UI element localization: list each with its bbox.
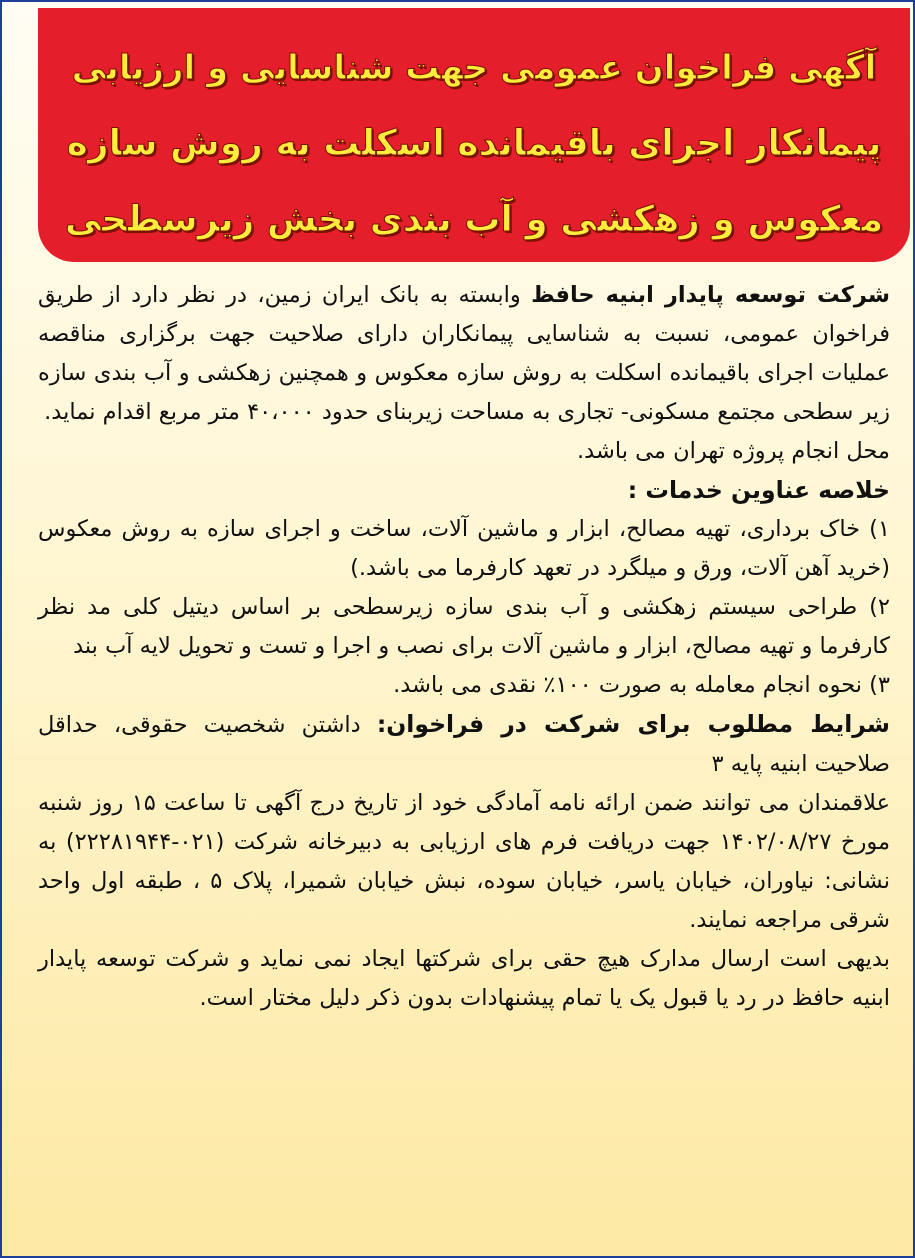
headline-banner (38, 8, 910, 262)
project-location: محل انجام پروژه تهران می باشد. (577, 438, 890, 464)
company-name: شرکت توسعه پایدار ابنیه حافظ (531, 282, 891, 308)
intro-text: وابسته به بانک ایران زمین، در نظر دارد از طریق فراخوان عمومی، نسبت به شناسایی پیمانکاران دارای صلاحیت جهت برگزاری مناقصه عملیات اجرای باقیمانده اسکلت به روش سازه معکوس و همچنین زهکشی و آب بندی سازه زیر سطحی مجتمع مسکونی- تجاری به مساحت زیربنای حدود ۴۰،۰۰۰ متر مربع اقدام نماید. (38, 282, 890, 425)
headline-line-2: پیمانکار اجرای باقیمانده اسکلت به روش سازه (66, 123, 882, 164)
headline-line-1: آگهی فراخوان عمومی جهت شناسایی و ارزیابی (71, 48, 877, 88)
conditions-text: داشتن شخصیت حقوقی، حداقل صلاحیت ابنیه پایه ۳ (38, 712, 890, 777)
conditions-paragraph (38, 705, 890, 784)
intro-paragraph (38, 276, 890, 432)
headline-line-3: معکوس و زهکشی و آب بندی بخش زیرسطحی (64, 199, 884, 240)
announcement-body (38, 276, 890, 1018)
conditions-heading: شرایط مطلوب برای شرکت در فراخوان: (376, 710, 890, 738)
service-item-3: ۳) نحوه انجام معامله به صورت ۱۰۰٪ نقدی می باشد. (393, 672, 890, 698)
disclaimer-paragraph: بدیهی است ارسال مدارک هیچ حقی برای شرکتها ایجاد نمی نماید و شرکت توسعه پایدار ابنیه حافظ در رد یا قبول یک یا تمام پیشنهادات بدون ذکر دلیل مختار است. (38, 946, 890, 1011)
service-item-1: ۱) خاک برداری، تهیه مصالح، ابزار و ماشین آلات، ساخت و اجرای سازه به روش معکوس (خرید آهن آلات، ورق و میلگرد در تعهد کارفرما می باشد.) (38, 516, 890, 581)
service-item-2: ۲) طراحی سیستم زهکشی و آب بندی سازه زیرسطحی بر اساس دیتیل کلی مد نظر کارفرما و تهیه مصالح، ابزار و ماشین آلات برای نصب و اجرا و تست و تحویل لایه آب بند (38, 594, 890, 659)
services-heading: خلاصه عناوین خدمات : (627, 476, 890, 504)
submission-paragraph: علاقمندان می توانند ضمن ارائه نامه آمادگی خود از تاریخ درج آگهی تا ساعت ۱۵ روز شنبه مورخ ۱۴۰۲/۰۸/۲۷ جهت دریافت فرم های ارزیابی به دبیرخانه شرکت (۰۲۱-۲۲۲۸۱۹۴۴) به نشانی: نیاوران، خیابان یاسر، خیابان سوده، نبش خیابان شمیرا، پلاک ۵ ، طبقه اول واحد شرقی مراجعه نمایند. (38, 790, 891, 933)
